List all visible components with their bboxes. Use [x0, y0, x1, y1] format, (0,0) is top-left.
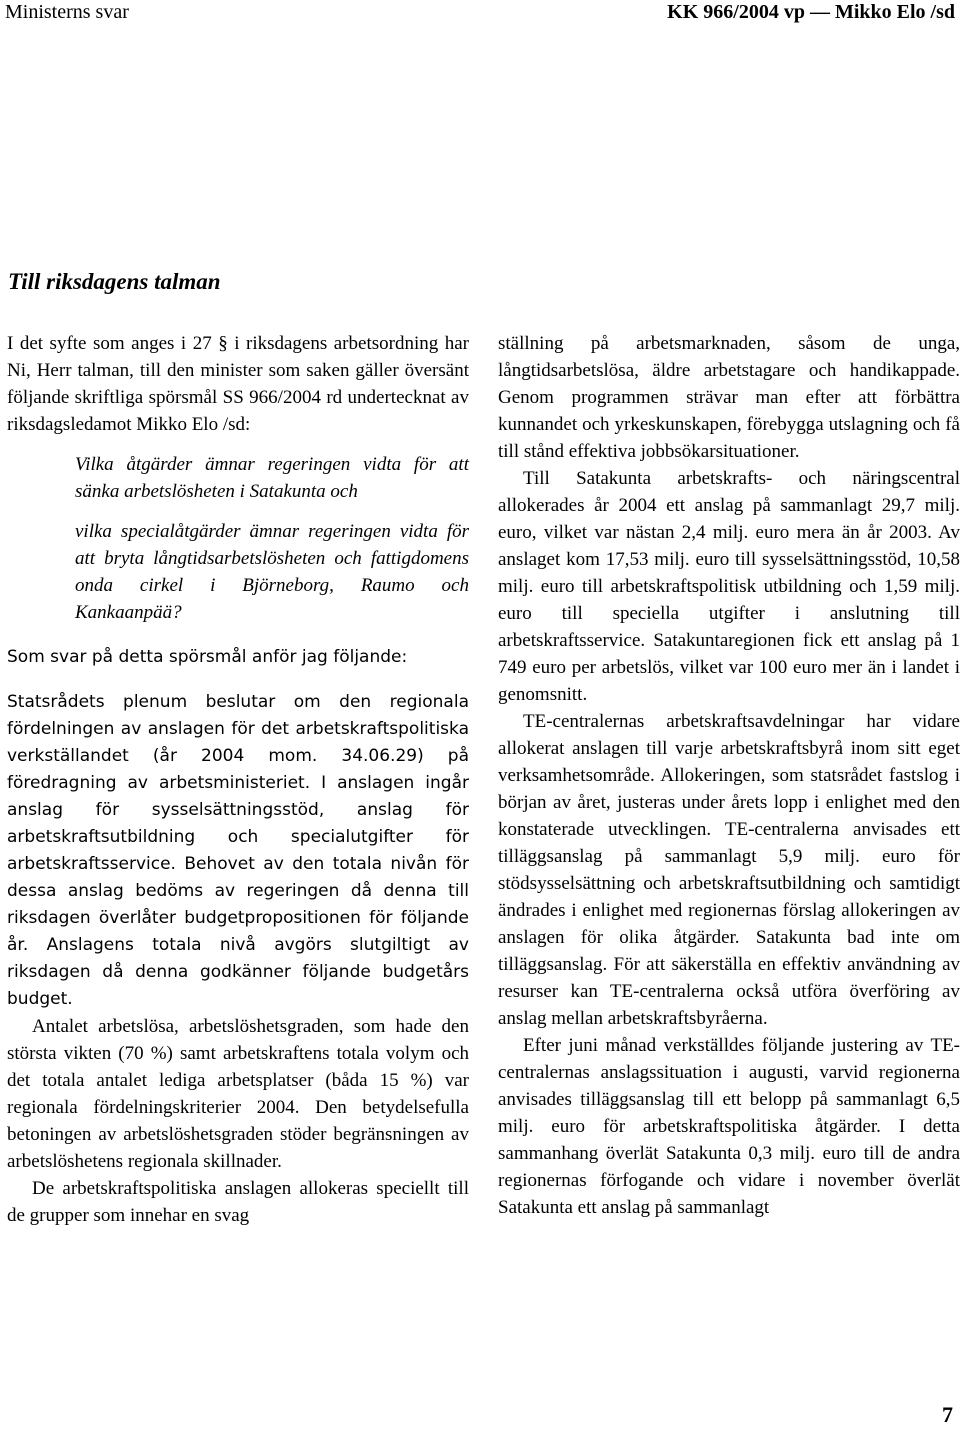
right-paragraph-3: TE-centralernas arbetskraftsavdelningar har vidare allokerat anslagen till varje arbetskraftsbyrå inom sitt eget verksamhetsområde. Allokeringen, som statsrådet fastslog i början av året, justeras under årets lopp i enlighet med den konstaterade utvecklingen. TE-centralerna anvisades ett tilläggsanslag på sammanlagt 5,9 milj. euro för stödsysselsättning och arbetskraftsutbildning och samtidigt ändrades i enlighet med regionernas förslag allokeringen av anslagen för olika åtgärder. Satakunta bad inte om tilläggsanslag. För att säkerställa en effektiv användning av resurser kan TE-centralerna också utföra överföring av anslag mellan arbetskraftsbyråerna.: [498, 711, 960, 1029]
question-second: vilka specialåtgärder ämnar regeringen vidta för att bryta långtidsarbetslösheten och fattigdomens onda cirkel i Björneborg, Raumo och Kankaanpää?: [75, 521, 469, 623]
question-first: Vilka åtgärder ämnar regeringen vidta för att sänka arbetslösheten i Satakunta och: [75, 454, 469, 502]
running-header-left: Ministerns svar: [5, 1, 129, 23]
right-paragraph-1: ställning på arbetsmarknaden, såsom de unga, långtidsarbetslösa, äldre arbetstagare och handikappade. Genom programmen strävar man efter att förbättra kunnandet och yrkeskunskapen, förebygga utslagning och få till stånd effektiva jobbsökarsituationer.: [498, 333, 960, 462]
running-header-right: KK 966/2004 vp — Mikko Elo /sd: [667, 1, 955, 23]
right-paragraph-2: Till Satakunta arbetskrafts- och näringscentral allokerades år 2004 ett anslag på sammanlagt 29,7 milj. euro, vilket var nästan 2,4 milj. euro mera än år 2003. Av anslaget kom 17,53 milj. euro till sysselsättningsstöd, 10,58 milj. euro till arbetskraftspolitisk utbildning och 1,59 milj. euro till speciella utgifter i anslutning till arbetskraftsservice. Satakuntaregionen fick ett anslag på 1 749 euro per arbetslös, vilket var 100 euro mer än i landet i genomsnitt.: [498, 468, 960, 705]
answer-paragraph-2: Antalet arbetslösa, arbetslöshetsgraden, som hade den största vikten (70 %) samt arbetskraftens totala volym och det totala antalet lediga arbetsplatser (båda 15 %) var regionala fördelningskriterier 2004. Den betydelsefulla betoningen av arbetslöshetsgraden stöder begränsningen av arbetslöshetens regionala skillnader.: [7, 1016, 469, 1172]
answer-paragraph-3: De arbetskraftspolitiska anslagen allokeras speciellt till de grupper som innehar en svag: [7, 1178, 469, 1226]
answer-intro: Som svar på detta spörsmål anför jag följande:: [7, 647, 408, 667]
page-number: 7: [942, 1402, 953, 1427]
left-column: [7, 330, 469, 1229]
question-quote: [75, 451, 469, 626]
right-column: [498, 330, 960, 1221]
right-paragraph-4: Efter juni månad verkställdes följande justering av TE-centralernas anslagssituation i augusti, varvid regionerna anvisades tilläggsanslag till ett belopp på sammanlagt 6,5 milj. euro för arbetskraftspolitiska åtgärder. I detta sammanhang överlät Satakunta 0,3 milj. euro till de andra regionernas förfogande och vidare i november överlät Satakunta ett anslag på sammanlagt: [498, 1035, 960, 1218]
answer-paragraph-1: Statsrådets plenum beslutar om den regionala fördelningen av anslagen för det arbetskraftspolitiska verkställandet (år 2004 mom. 34.06.29) på föredragning av arbetsministeriet. I anslagen ingår anslag för sysselsättningsstöd, anslag för arbetskraftsutbildning och specialutgifter för arbetskraftsservice. Behovet av den totala nivån för dessa anslag bedöms av regeringen då denna till riksdagen överlåter budgetpropositionen för följande år. Anslagens totala nivå avgörs slutgiltigt av riksdagen då denna godkänner följande budgetårs budget.: [7, 692, 469, 1009]
letter-heading: Till riksdagens talman: [8, 269, 221, 294]
intro-paragraph: I det syfte som anges i 27 § i riksdagens arbetsordning har Ni, Herr talman, till den minister som saken gäller översänt följande skriftliga spörsmål SS 966/2004 rd undertecknat av riksdagsledamot Mikko Elo /sd:: [7, 333, 469, 435]
